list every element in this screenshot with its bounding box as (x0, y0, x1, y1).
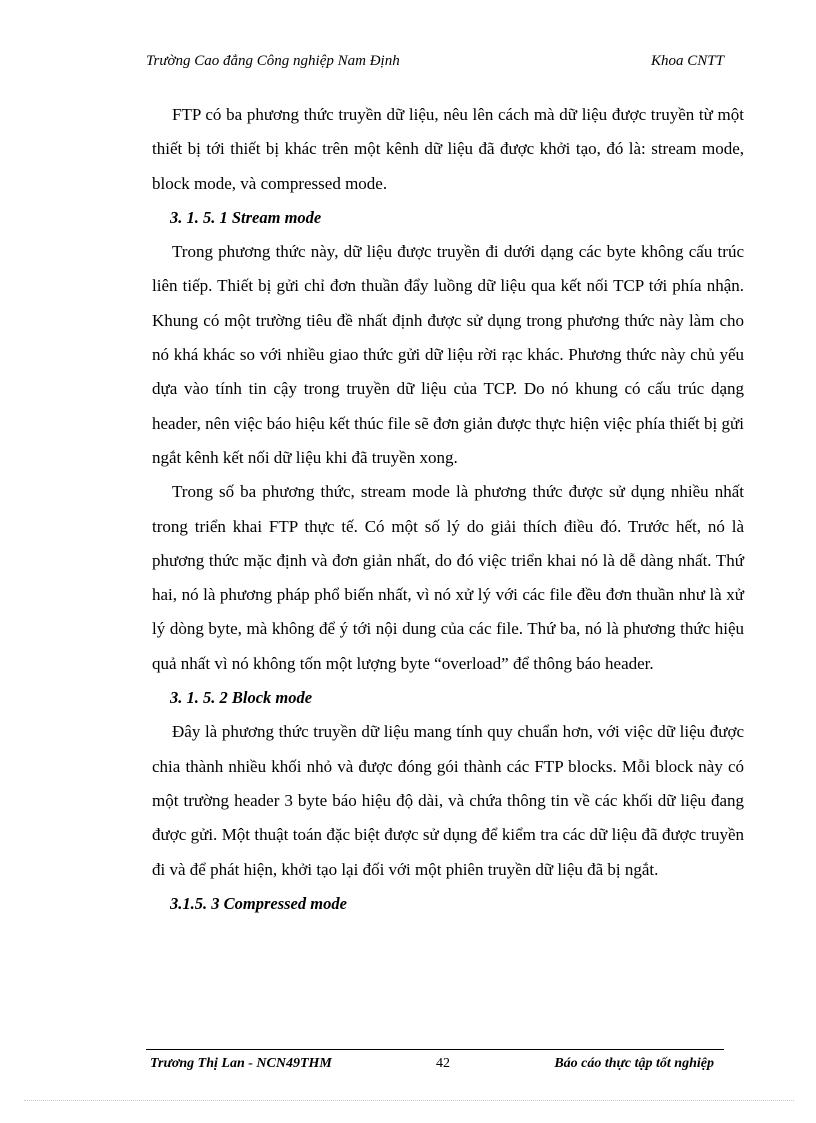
section-heading-compressed-mode: 3.1.5. 3 Compressed mode (170, 893, 347, 913)
page-body (152, 98, 744, 921)
section-heading-stream-mode: 3. 1. 5. 1 Stream mode (170, 207, 322, 227)
school-name: Trường Cao đẳng Công nghiệp Nam Định (146, 53, 400, 69)
department-name: Khoa CNTT (651, 53, 724, 69)
page-number: 42 (436, 1056, 450, 1071)
block-mode-paragraph: Đây là phương thức truyền dữ liệu mang tính quy chuẩn hơn, với việc dữ liệu được chia thành nhiều khối nhỏ và được đóng gói thành các FTP blocks. Mỗi block này có một trường header 3 byte báo hiệu độ dài, và chứa thông tin về các khối dữ liệu đang được gửi. Một thuật toán đặc biệt được sử dụng để kiểm tra các dữ liệu đã được truyền đi và để phát hiện, khởi tạo lại đối với một phiên truyền dữ liệu đã bị ngắt. (152, 722, 744, 879)
section-heading-block-mode: 3. 1. 5. 2 Block mode (170, 688, 313, 708)
footer-divider (146, 1049, 724, 1050)
page-edge-divider (24, 1100, 794, 1101)
stream-mode-paragraph-2: Trong số ba phương thức, stream mode là phương thức được sử dụng nhiều nhất trong triển khai FTP thực tế. Có một số lý do giải thích điều đó. Trước hết, nó là phương thức mặc định và đơn giản nhất, do đó việc triển khai nó là dễ dàng nhất. Thứ hai, nó là phương pháp phổ biến nhất, vì nó xử lý với các file đều đơn thuần như là xử lý dòng byte, mà không để ý tới nội dung của các file. Thứ ba, nó là phương thức hiệu quả nhất vì nó không tốn một lượng byte “overload” để thông báo header. (152, 482, 744, 673)
stream-mode-paragraph-1: Trong phương thức này, dữ liệu được truyền đi dưới dạng các byte không cấu trúc liên tiếp. Thiết bị gửi chỉ đơn thuần đẩy luồng dữ liệu qua kết nối TCP tới phía nhận. Khung có một trường tiêu đề nhất định được sử dụng trong phương thức này làm cho nó khá khác so với nhiều giao thức gửi dữ liệu rời rạc khác. Phương thức này chủ yếu dựa vào tính tin cậy trong truyền dữ liệu của TCP. Do nó khung có cấu trúc dạng header, nên việc báo hiệu kết thúc file sẽ đơn giản được thực hiện việc phía thiết bị gửi ngắt kênh kết nối dữ liệu khi đã truyền xong. (152, 242, 744, 467)
footer-author: Trương Thị Lan - NCN49THM (150, 1056, 332, 1071)
footer-report-title: Báo cáo thực tập tốt nghiệp (554, 1056, 714, 1071)
intro-paragraph: FTP có ba phương thức truyền dữ liệu, nêu lên cách mà dữ liệu được truyền từ một thiết bị tới thiết bị khác trên một kênh dữ liệu đã được khởi tạo, đó là: stream mode, block mode, và compressed mode. (152, 105, 744, 193)
